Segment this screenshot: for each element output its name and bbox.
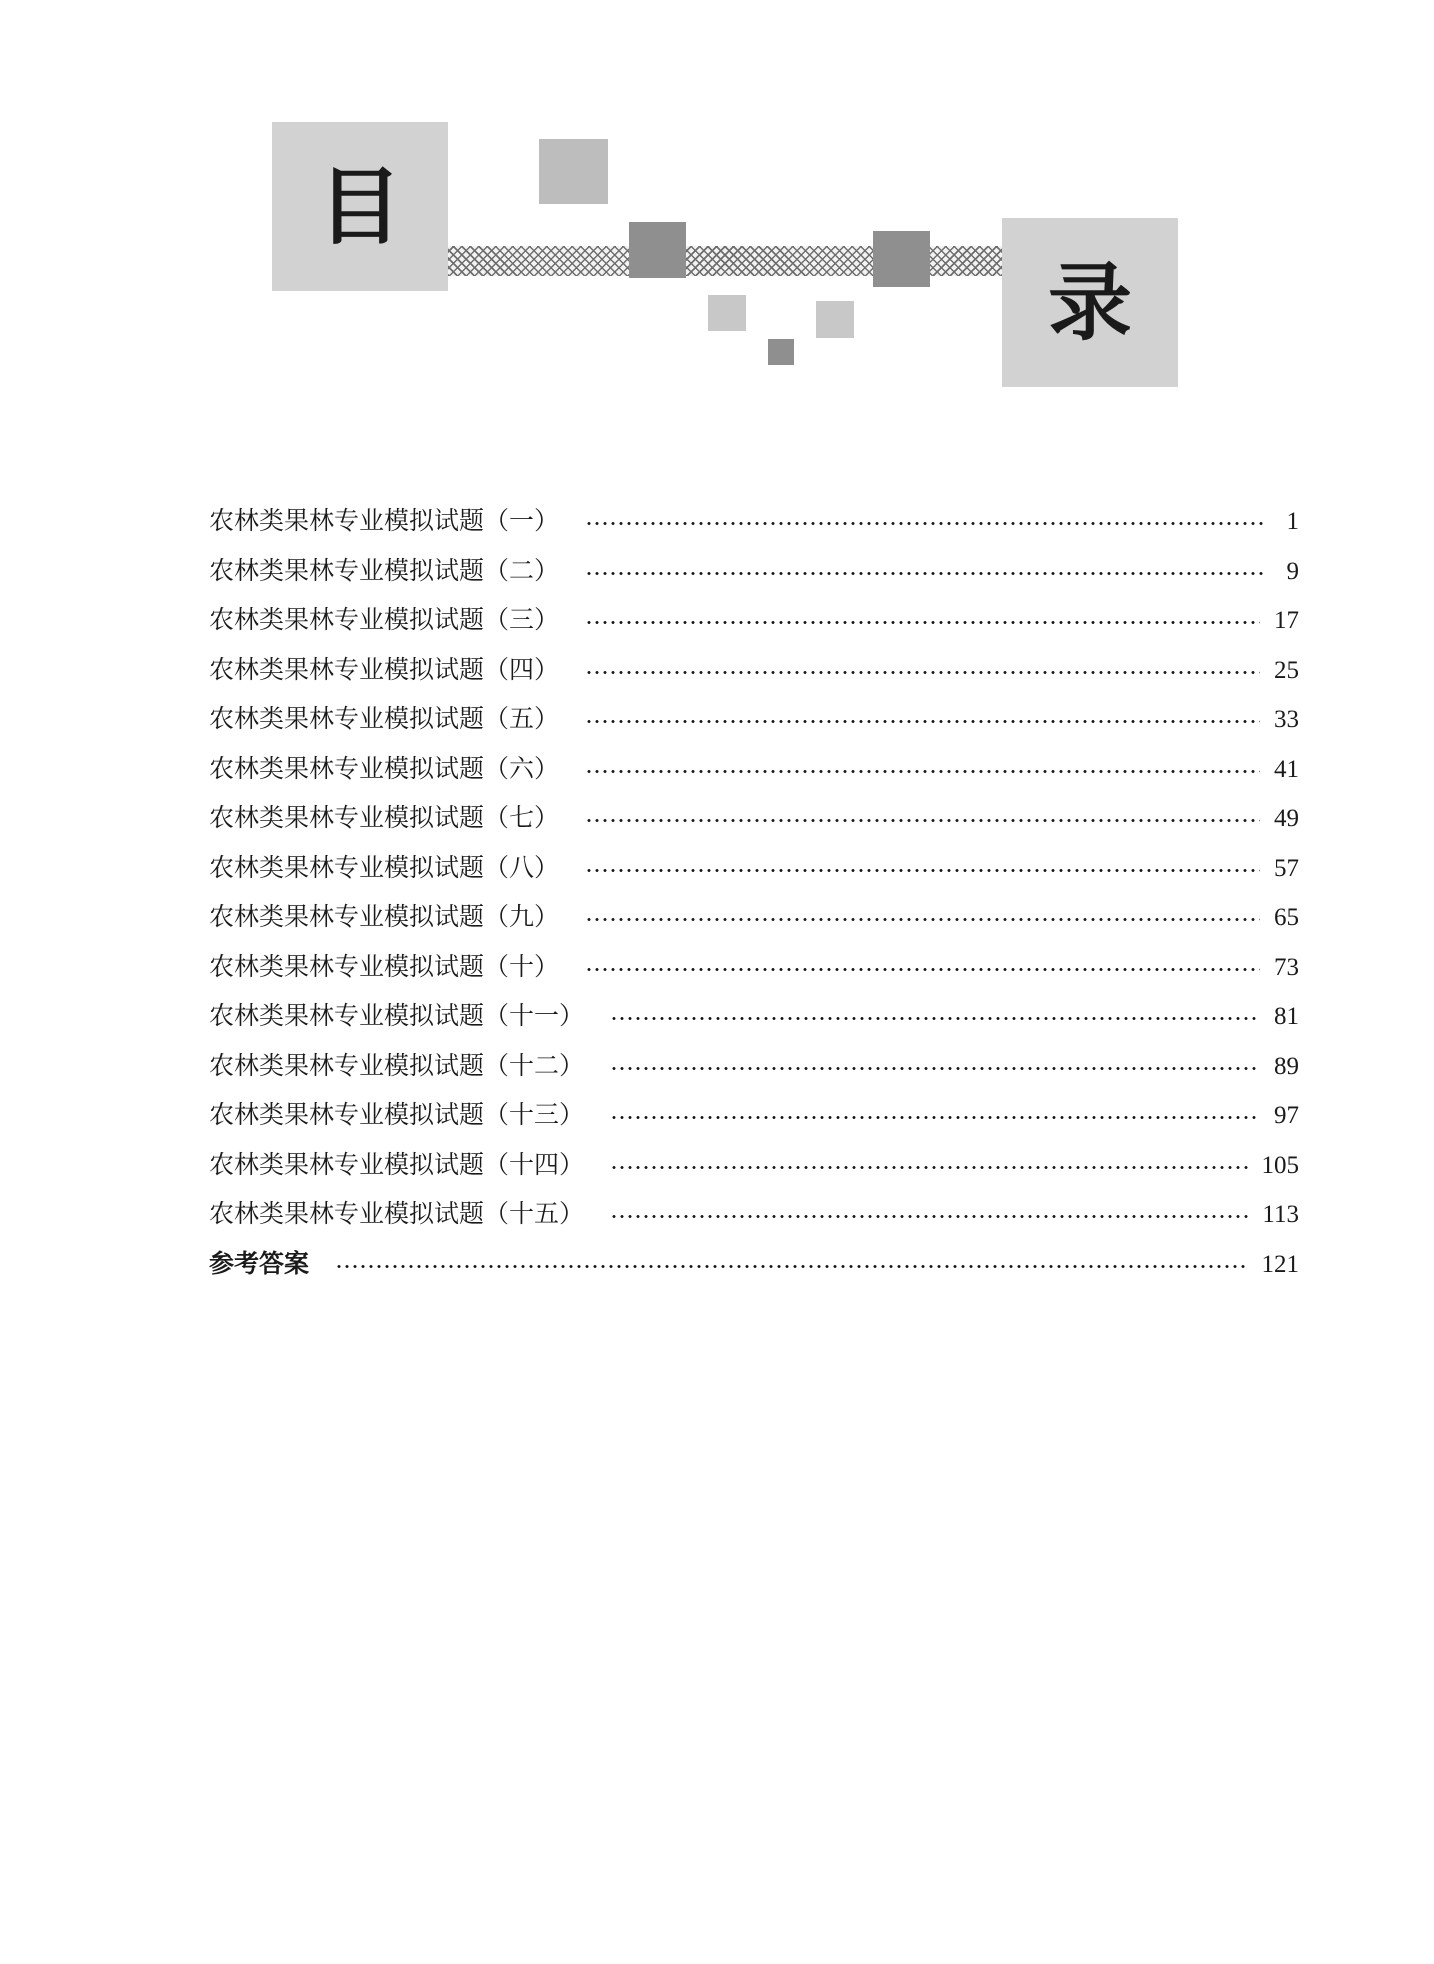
dot-leader	[610, 1215, 1248, 1218]
dot-leader	[610, 1017, 1260, 1020]
toc-entry-title: 农林类果林专业模拟试题（十三）	[209, 1100, 585, 1129]
toc-entry[interactable]	[209, 546, 1299, 596]
table-of-contents	[209, 496, 1299, 1288]
toc-entry[interactable]	[209, 1140, 1299, 1190]
dot-leader	[610, 1067, 1260, 1070]
toc-entry[interactable]	[209, 694, 1299, 744]
toc-entry-title: 农林类果林专业模拟试题（六）	[209, 753, 560, 783]
toc-entry[interactable]	[209, 595, 1299, 645]
toc-entry-title: 农林类果林专业模拟试题（三）	[209, 605, 560, 634]
toc-entry[interactable]	[209, 496, 1299, 546]
dot-leader	[585, 869, 1260, 872]
toc-entry-page-number: 65	[1274, 904, 1299, 931]
toc-entry-page-number: 81	[1274, 1003, 1299, 1030]
toc-entry-title: 农林类果林专业模拟试题（一）	[209, 506, 560, 535]
toc-entry-title: 农林类果林专业模拟试题（五）	[209, 704, 560, 733]
dot-leader	[585, 522, 1267, 525]
dot-leader	[610, 1166, 1247, 1169]
toc-entry-title: 农林类果林专业模拟试题（十一）	[209, 1001, 585, 1030]
decorative-square	[768, 339, 794, 365]
title-box-left	[272, 122, 448, 291]
decorative-square	[816, 301, 854, 338]
dot-leader	[610, 1116, 1260, 1119]
toc-entry[interactable]	[209, 843, 1299, 893]
title-char-mu: 目	[317, 157, 402, 256]
toc-entry-page-number: 9	[1286, 557, 1299, 585]
dot-leader	[585, 720, 1260, 723]
toc-entry-title: 农林类果林专业模拟试题（十四）	[209, 1149, 585, 1179]
toc-entry[interactable]	[209, 942, 1299, 992]
toc-entry[interactable]	[209, 744, 1299, 794]
toc-entry-title: 农林类果林专业模拟试题（二）	[209, 555, 560, 585]
title-box-right	[1002, 218, 1178, 387]
toc-entry-page-number: 33	[1274, 706, 1299, 733]
toc-entry-title: 农林类果林专业模拟试题（七）	[209, 803, 560, 832]
toc-entry-page-number: 1	[1286, 508, 1299, 535]
toc-entry-title: 农林类果林专业模拟试题（十五）	[209, 1199, 585, 1228]
toc-header-decoration	[0, 0, 1434, 420]
toc-entry-title: 农林类果林专业模拟试题（十）	[209, 951, 560, 981]
toc-entry[interactable]	[209, 1239, 1299, 1289]
dot-leader	[335, 1265, 1247, 1268]
toc-entry-page-number: 57	[1274, 854, 1299, 882]
dot-leader	[585, 770, 1260, 773]
toc-entry-title: 农林类果林专业模拟试题（十二）	[209, 1050, 585, 1080]
toc-entry-title: 农林类果林专业模拟试题（八）	[209, 852, 560, 882]
dot-leader	[585, 819, 1260, 822]
toc-entry-page-number: 121	[1261, 1250, 1299, 1278]
toc-entry-page-number: 41	[1274, 755, 1299, 783]
dot-leader	[585, 572, 1267, 575]
toc-entry-page-number: 89	[1274, 1052, 1299, 1080]
toc-entry-page-number: 17	[1274, 607, 1299, 634]
toc-entry-page-number: 25	[1274, 656, 1299, 684]
toc-entry-page-number: 49	[1274, 805, 1299, 832]
decorative-square	[629, 222, 686, 278]
toc-entry-page-number: 105	[1261, 1151, 1299, 1179]
toc-entry[interactable]	[209, 892, 1299, 942]
dot-leader	[585, 918, 1260, 921]
toc-entry-title: 农林类果林专业模拟试题（四）	[209, 654, 560, 684]
toc-entry[interactable]	[209, 991, 1299, 1041]
decorative-square	[708, 295, 746, 331]
toc-entry[interactable]	[209, 645, 1299, 695]
toc-entry-title: 参考答案	[209, 1248, 310, 1278]
toc-entry[interactable]	[209, 1041, 1299, 1091]
dot-leader	[585, 968, 1260, 971]
decorative-square	[539, 139, 608, 204]
toc-entry-title: 农林类果林专业模拟试题（九）	[209, 902, 560, 931]
title-char-lu: 录	[1047, 253, 1132, 352]
toc-entry-page-number: 97	[1274, 1102, 1299, 1129]
toc-entry[interactable]	[209, 1189, 1299, 1239]
dot-leader	[585, 621, 1260, 624]
toc-entry-page-number: 73	[1274, 953, 1299, 981]
toc-entry[interactable]	[209, 793, 1299, 843]
dot-leader	[585, 671, 1260, 674]
toc-entry-page-number: 113	[1262, 1201, 1299, 1228]
decorative-square	[873, 231, 930, 287]
toc-entry[interactable]	[209, 1090, 1299, 1140]
